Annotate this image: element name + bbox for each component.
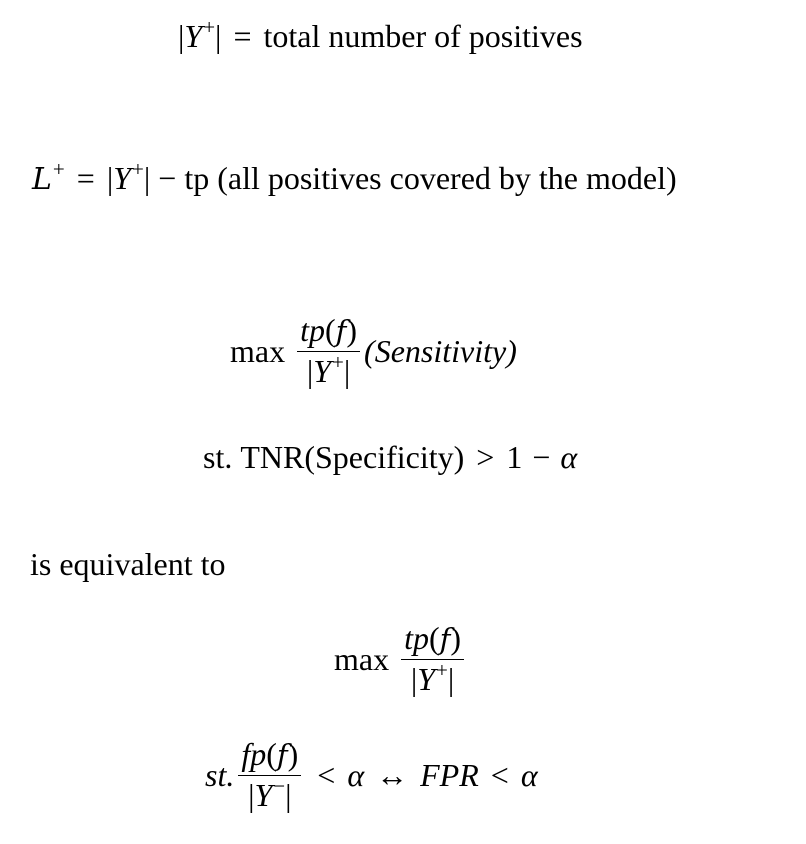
definition-loss-positives: L+ = |Y+| − tp (all positives covered by the model) bbox=[32, 157, 677, 197]
definition-text: (all positives covered by the model) bbox=[217, 160, 677, 196]
fraction-tp-over-positives: $\frac{tp(f)}{|Y^+|}$ bbox=[297, 313, 360, 389]
objective-sensitivity bbox=[230, 313, 517, 389]
equivalence-text: is equivalent to bbox=[30, 546, 226, 582]
var-L: L bbox=[32, 162, 52, 197]
max-operator: max bbox=[334, 641, 390, 678]
constraint-fpr: st. $\frac{fp(f)}{|Y^-|}$ < α ↔ FPR < α bbox=[205, 736, 538, 814]
definition-text: total number of positives bbox=[263, 18, 583, 54]
var-Y: Y bbox=[184, 18, 203, 54]
sensitivity-note: (Sensitivity) bbox=[364, 333, 517, 370]
constraint-specificity: st. TNR(Specificity) > 1 − α bbox=[203, 439, 578, 475]
fraction-tp-over-positives: $\frac{tp(f)}{|Y^+|}$ bbox=[401, 621, 464, 697]
objective-equivalent bbox=[334, 621, 468, 697]
definition-total-positives: |Y+| = total number of positives bbox=[178, 15, 583, 54]
max-operator: max bbox=[230, 333, 286, 370]
fraction-fp-over-negatives: $\frac{fp(f)}{|Y^-|}$ bbox=[238, 737, 301, 813]
